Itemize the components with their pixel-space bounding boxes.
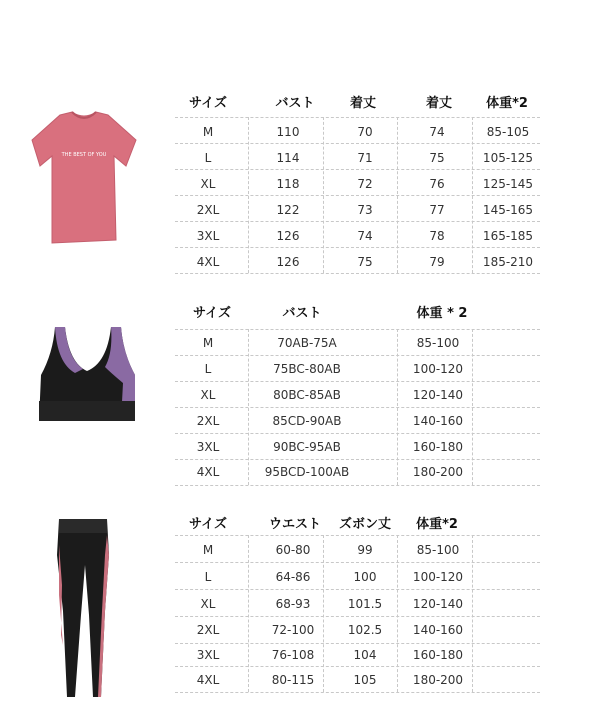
header-weight: 体重 * 2 — [416, 306, 468, 321]
header-size: サイズ — [189, 517, 227, 532]
header-length-2: 着丈 — [425, 96, 453, 111]
header-bust: バスト — [282, 306, 322, 321]
leggings-section — [0, 505, 600, 705]
header-pants-length: ズボン丈 — [338, 517, 392, 532]
size-table-tops: サイズ バスト 着丈 着丈 体重*2 M 110 70 74 85-105 L 114 71 75 105-125 XL 118 72 76 125-145 2XL 122 73 77 145-165 3XL 126 74 78 165-185 4XL 126 75 79 185-210 — [175, 80, 540, 280]
header-size: サイズ — [189, 96, 227, 111]
header-bust: バスト — [275, 96, 315, 111]
tshirt-print-text: THE BEST OF YOU — [61, 152, 107, 158]
tshirt-section — [0, 80, 600, 280]
tshirt-image — [30, 110, 138, 245]
size-table-bra: サイズ バスト 体重 * 2 M 70AB-75A 85-100 L 75BC-80AB 100-120 XL 80BC-85AB 120-140 2XL 85CD-90AB 140-160 3XL 90BC-95AB 160-180 4XL 95BCD-100AB 180-200 — [175, 290, 540, 490]
tshirt-body — [32, 112, 136, 243]
leggings-image — [55, 515, 115, 701]
sports-bra-image — [35, 323, 140, 431]
header-length-1: 着丈 — [349, 96, 377, 111]
size-table-leggings: サイズ ウエスト ズボン丈 体重*2 M 60-80 99 85-100 L 64-86 100 100-120 XL 68-93 101.5 120-140 2XL 72-100 102.5 140-160 3XL 76-108 104 160-180 4XL 80-115 105 180-200 — [175, 505, 540, 705]
header-weight: 体重*2 — [416, 517, 458, 532]
bra-section — [0, 290, 600, 490]
header-size: サイズ — [193, 306, 231, 321]
header-waist: ウエスト — [268, 517, 322, 532]
header-weight: 体重*2 — [486, 96, 528, 111]
